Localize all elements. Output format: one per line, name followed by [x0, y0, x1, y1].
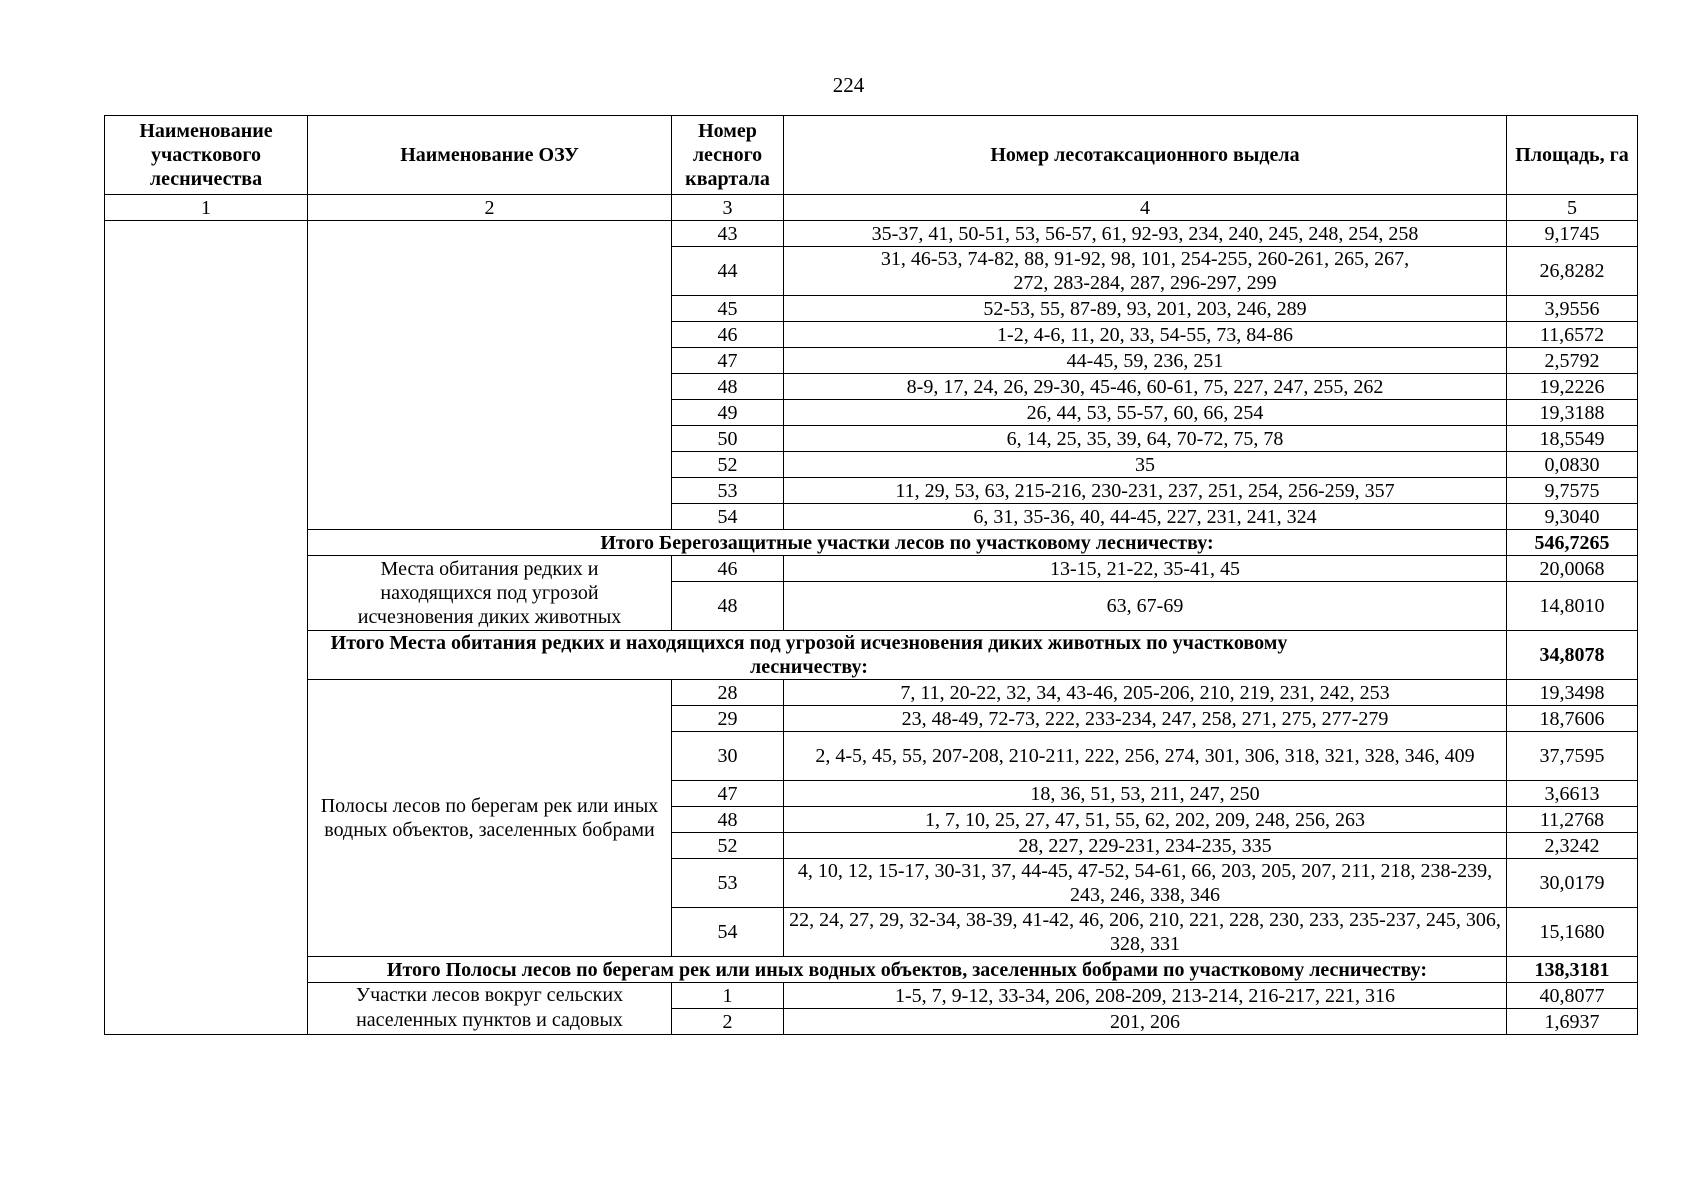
- vydel-cell: 2, 4-5, 45, 55, 207-208, 210-211, 222, 256, 274, 301, 306, 318, 321, 328, 346, 409: [784, 732, 1507, 781]
- area-cell: 15,1680: [1507, 908, 1638, 957]
- kvartal-cell: 29: [672, 706, 784, 732]
- vydel-cell: 31, 46-53, 74-82, 88, 91-92, 98, 101, 254-255, 260-261, 265, 267, 272, 283-284, 287, 296-297, 299: [784, 247, 1507, 296]
- vydel-cell: 44-45, 59, 236, 251: [784, 348, 1507, 374]
- vydel-cell: 23, 48-49, 72-73, 222, 233-234, 247, 258, 271, 275, 277-279: [784, 706, 1507, 732]
- header-kvartal: Номер лесного квартала: [672, 116, 784, 195]
- total-label: Итого Места обитания редких и находящихся под угрозой исчезновения диких животных по участковому лесничеству:: [308, 631, 1507, 680]
- area-cell: 3,6613: [1507, 781, 1638, 807]
- table-header-row: [105, 116, 1638, 195]
- vydel-cell: 52-53, 55, 87-89, 93, 201, 203, 246, 289: [784, 296, 1507, 322]
- vydel-cell: 4, 10, 12, 15-17, 30-31, 37, 44-45, 47-52, 54-61, 66, 203, 205, 207, 211, 218, 238-239, 243, 246, 338, 346: [784, 859, 1507, 908]
- area-cell: 30,0179: [1507, 859, 1638, 908]
- area-cell: 37,7595: [1507, 732, 1638, 781]
- kvartal-cell: 48: [672, 582, 784, 631]
- vydel-cell: 6, 31, 35-36, 40, 44-45, 227, 231, 241, 324: [784, 504, 1507, 530]
- vydel-cell: 1-2, 4-6, 11, 20, 33, 54-55, 73, 84-86: [784, 322, 1507, 348]
- column-number: 4: [784, 195, 1507, 221]
- kvartal-cell: 53: [672, 478, 784, 504]
- kvartal-cell: 43: [672, 221, 784, 247]
- area-cell: 11,2768: [1507, 807, 1638, 833]
- vydel-cell: 28, 227, 229-231, 234-235, 335: [784, 833, 1507, 859]
- table-row: [105, 983, 1638, 1009]
- total-row: [105, 530, 1638, 556]
- kvartal-cell: 47: [672, 348, 784, 374]
- area-cell: 26,8282: [1507, 247, 1638, 296]
- kvartal-cell: 30: [672, 732, 784, 781]
- vydel-cell: 35-37, 41, 50-51, 53, 56-57, 61, 92-93, 234, 240, 245, 248, 254, 258: [784, 221, 1507, 247]
- kvartal-cell: 45: [672, 296, 784, 322]
- area-cell: 40,8077: [1507, 983, 1638, 1009]
- total-value: 138,3181: [1507, 957, 1638, 983]
- header-ozu-name: Наименование ОЗУ: [308, 116, 672, 195]
- vydel-cell: 18, 36, 51, 53, 211, 247, 250: [784, 781, 1507, 807]
- forest-protection-table: [104, 115, 1638, 1035]
- column-numbers-row: [105, 195, 1638, 221]
- ozu-name-cell: Места обитания редких и находящихся под угрозой исчезновения диких животных: [308, 556, 672, 631]
- ozu-name-cell: Полосы лесов по берегам рек или иных водных объектов, заселенных бобрами: [308, 680, 672, 957]
- header-lesnichestvo: Наименование участкового лесничества: [105, 116, 308, 195]
- vydel-cell: 11, 29, 53, 63, 215-216, 230-231, 237, 251, 254, 256-259, 357: [784, 478, 1507, 504]
- kvartal-cell: 46: [672, 556, 784, 582]
- area-cell: 19,2226: [1507, 374, 1638, 400]
- area-cell: 19,3498: [1507, 680, 1638, 706]
- total-value: 34,8078: [1507, 631, 1638, 680]
- area-cell: 18,5549: [1507, 426, 1638, 452]
- total-value: 546,7265: [1507, 530, 1638, 556]
- kvartal-cell: 28: [672, 680, 784, 706]
- area-cell: 20,0068: [1507, 556, 1638, 582]
- vydel-cell: 1-5, 7, 9-12, 33-34, 206, 208-209, 213-214, 216-217, 221, 316: [784, 983, 1507, 1009]
- page-number: 224: [832, 73, 865, 97]
- area-cell: 2,5792: [1507, 348, 1638, 374]
- kvartal-cell: 1: [672, 983, 784, 1009]
- table-row: [105, 556, 1638, 582]
- area-cell: 11,6572: [1507, 322, 1638, 348]
- vydel-cell: 26, 44, 53, 55-57, 60, 66, 254: [784, 400, 1507, 426]
- kvartal-cell: 54: [672, 504, 784, 530]
- total-row: [105, 631, 1638, 680]
- total-label: Итого Полосы лесов по берегам рек или иных водных объектов, заселенных бобрами по участковому лесничеству:: [308, 957, 1507, 983]
- area-cell: 19,3188: [1507, 400, 1638, 426]
- kvartal-cell: 47: [672, 781, 784, 807]
- kvartal-cell: 48: [672, 374, 784, 400]
- vydel-cell: 22, 24, 27, 29, 32-34, 38-39, 41-42, 46, 206, 210, 221, 228, 230, 233, 235-237, 245, 306, 328, 331: [784, 908, 1507, 957]
- vydel-cell: 7, 11, 20-22, 32, 34, 43-46, 205-206, 210, 219, 231, 242, 253: [784, 680, 1507, 706]
- area-cell: 9,1745: [1507, 221, 1638, 247]
- column-number: 1: [105, 195, 308, 221]
- kvartal-cell: 54: [672, 908, 784, 957]
- area-cell: 0,0830: [1507, 452, 1638, 478]
- kvartal-cell: 53: [672, 859, 784, 908]
- table-row: [105, 221, 1638, 247]
- ozu-name-cell: [308, 221, 672, 530]
- vydel-cell: 63, 67-69: [784, 582, 1507, 631]
- column-number: 2: [308, 195, 672, 221]
- vydel-cell: 35: [784, 452, 1507, 478]
- kvartal-cell: 50: [672, 426, 784, 452]
- table-row: [105, 680, 1638, 706]
- vydel-cell: 1, 7, 10, 25, 27, 47, 51, 55, 62, 202, 209, 248, 256, 263: [784, 807, 1507, 833]
- area-cell: 18,7606: [1507, 706, 1638, 732]
- area-cell: 2,3242: [1507, 833, 1638, 859]
- total-row: [105, 957, 1638, 983]
- lesnichestvo-cell: [105, 221, 308, 1035]
- header-area: Площадь, га: [1507, 116, 1638, 195]
- kvartal-cell: 2: [672, 1009, 784, 1035]
- column-number: 5: [1507, 195, 1638, 221]
- ozu-name-cell: Участки лесов вокруг сельских населенных пунктов и садовых: [308, 983, 672, 1035]
- kvartal-cell: 44: [672, 247, 784, 296]
- kvartal-cell: 48: [672, 807, 784, 833]
- vydel-cell: 6, 14, 25, 35, 39, 64, 70-72, 75, 78: [784, 426, 1507, 452]
- area-cell: 14,8010: [1507, 582, 1638, 631]
- vydel-cell: 13-15, 21-22, 35-41, 45: [784, 556, 1507, 582]
- kvartal-cell: 49: [672, 400, 784, 426]
- kvartal-cell: 46: [672, 322, 784, 348]
- vydel-cell: 8-9, 17, 24, 26, 29-30, 45-46, 60-61, 75, 227, 247, 255, 262: [784, 374, 1507, 400]
- area-cell: 3,9556: [1507, 296, 1638, 322]
- area-cell: 9,3040: [1507, 504, 1638, 530]
- header-vydel: Номер лесотаксационного выдела: [784, 116, 1507, 195]
- kvartal-cell: 52: [672, 833, 784, 859]
- column-number: 3: [672, 195, 784, 221]
- kvartal-cell: 52: [672, 452, 784, 478]
- area-cell: 1,6937: [1507, 1009, 1638, 1035]
- vydel-cell: 201, 206: [784, 1009, 1507, 1035]
- area-cell: 9,7575: [1507, 478, 1638, 504]
- total-label: Итого Берегозащитные участки лесов по участковому лесничеству:: [308, 530, 1507, 556]
